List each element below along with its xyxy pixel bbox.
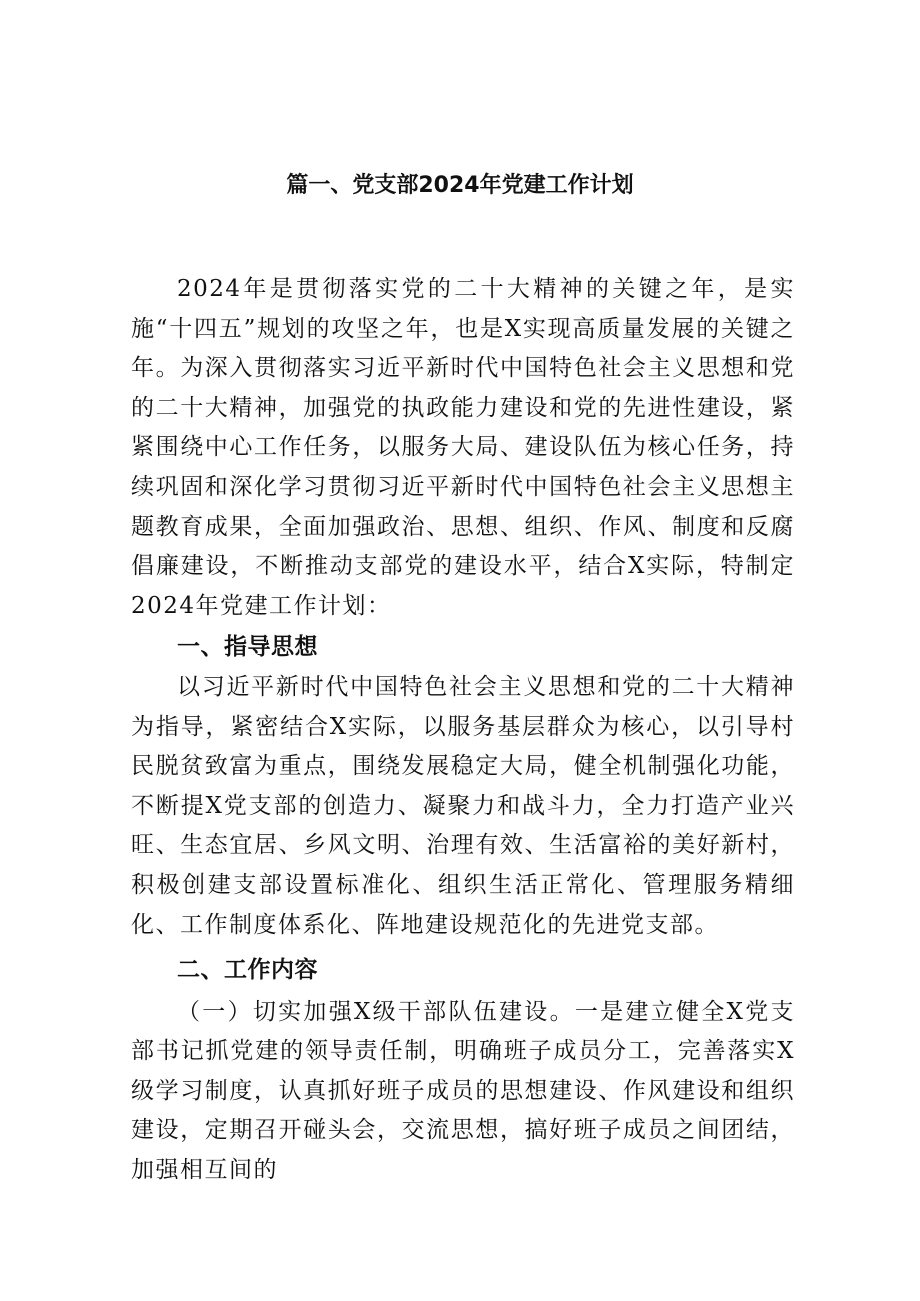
section-heading-guiding-ideology: 一、指导思想: [177, 634, 318, 661]
document-title: 篇一、党支部2024年党建工作计划: [286, 173, 634, 198]
intro-paragraph: 2024年是贯彻落实党的二十大精神的关键之年，是实施“十四五”规划的攻坚之年，也是X实现高质量发展的关键之年。为深入贯彻落实习近平新时代中国特色社会主义思想和党的二十大精神，加强党的执政能力建设和党的先进性建设，紧紧围绕中心工作任务，以服务大局、建设队伍为核心任务，持续巩固和深化学习贯彻习近平新时代中国特色社会主义思想主题教育成果，全面加强政治、思想、组织、作风、制度和反腐倡廉建设，不断推动支部党的建设水平，结合X实际，特制定2024年党建工作计划：: [131, 276, 795, 619]
section-heading-work-content: 二、工作内容: [177, 957, 318, 984]
guiding-ideology-paragraph: 以习近平新时代中国特色社会主义思想和党的二十大精神为指导，紧密结合X实际，以服务基层群众为核心，以引导村民脱贫致富为重点，围绕发展稳定大局，健全机制强化功能，不断提X党支部的创造力、凝聚力和战斗力，全力打造产业兴旺、生态宜居、乡风文明、治理有效、生活富裕的美好新村，积极创建支部设置标准化、组织生活正常化、管理服务精细化、工作制度体系化、阵地建设规范化的先进党支部。: [131, 673, 795, 938]
document-body: [131, 270, 795, 1191]
work-content-paragraph: （一）切实加强X级干部队伍建设。一是建立健全X党支部书记抓党建的领导责任制，明确班子成员分工，完善落实X级学习制度，认真抓好班子成员的思想建设、作风建设和组织建设，定期召开碰头会，交流思想，搞好班子成员之间团结，加强相互间的: [131, 998, 795, 1184]
